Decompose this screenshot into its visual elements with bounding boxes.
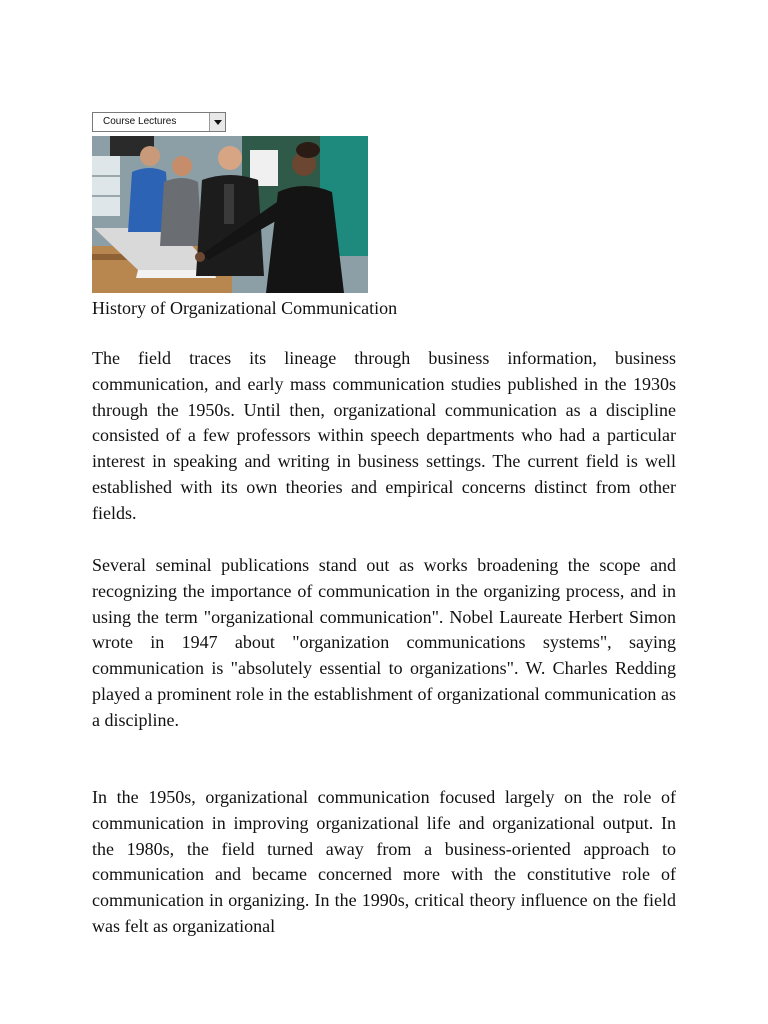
classroom-photo bbox=[92, 136, 368, 293]
page-title: History of Organizational Communication bbox=[92, 298, 398, 318]
paragraph-2: Several seminal publications stand out as works broadening the scope and recognizing the importance of communication in the organizing process, and in using the term "organizational communication". Nobel Laureate Herbert Simon wrote in 1947 about "organization communications systems", saying communication is "absolutely essential to organizations". W. Charles Redding played a prominent role in the establishment of organizational communication as a discipline. bbox=[92, 555, 676, 730]
paragraph-3: In the 1950s, organizational communication focused largely on the role of communication in improving organizational life and organizational output. In the 1980s, the field turned away from a business-oriented approach to communication and became concerned more with the constitutive role of communication in organizing. In the 1990s, critical theory influence on the field was felt as organizational bbox=[92, 787, 676, 936]
course-lectures-dropdown[interactable] bbox=[92, 112, 226, 132]
dropdown-label: Course Lectures bbox=[103, 116, 177, 127]
chevron-down-icon[interactable] bbox=[209, 113, 225, 131]
paragraph-1: The field traces its lineage through business information, business communication, and early mass communication studies published in the 1930s through the 1950s. Until then, organizational communication as a discipline consisted of a few professors within speech departments who had a particular interest in speaking and writing in business settings. The current field is well established with its own theories and empirical concerns distinct from other fields. bbox=[92, 348, 676, 523]
